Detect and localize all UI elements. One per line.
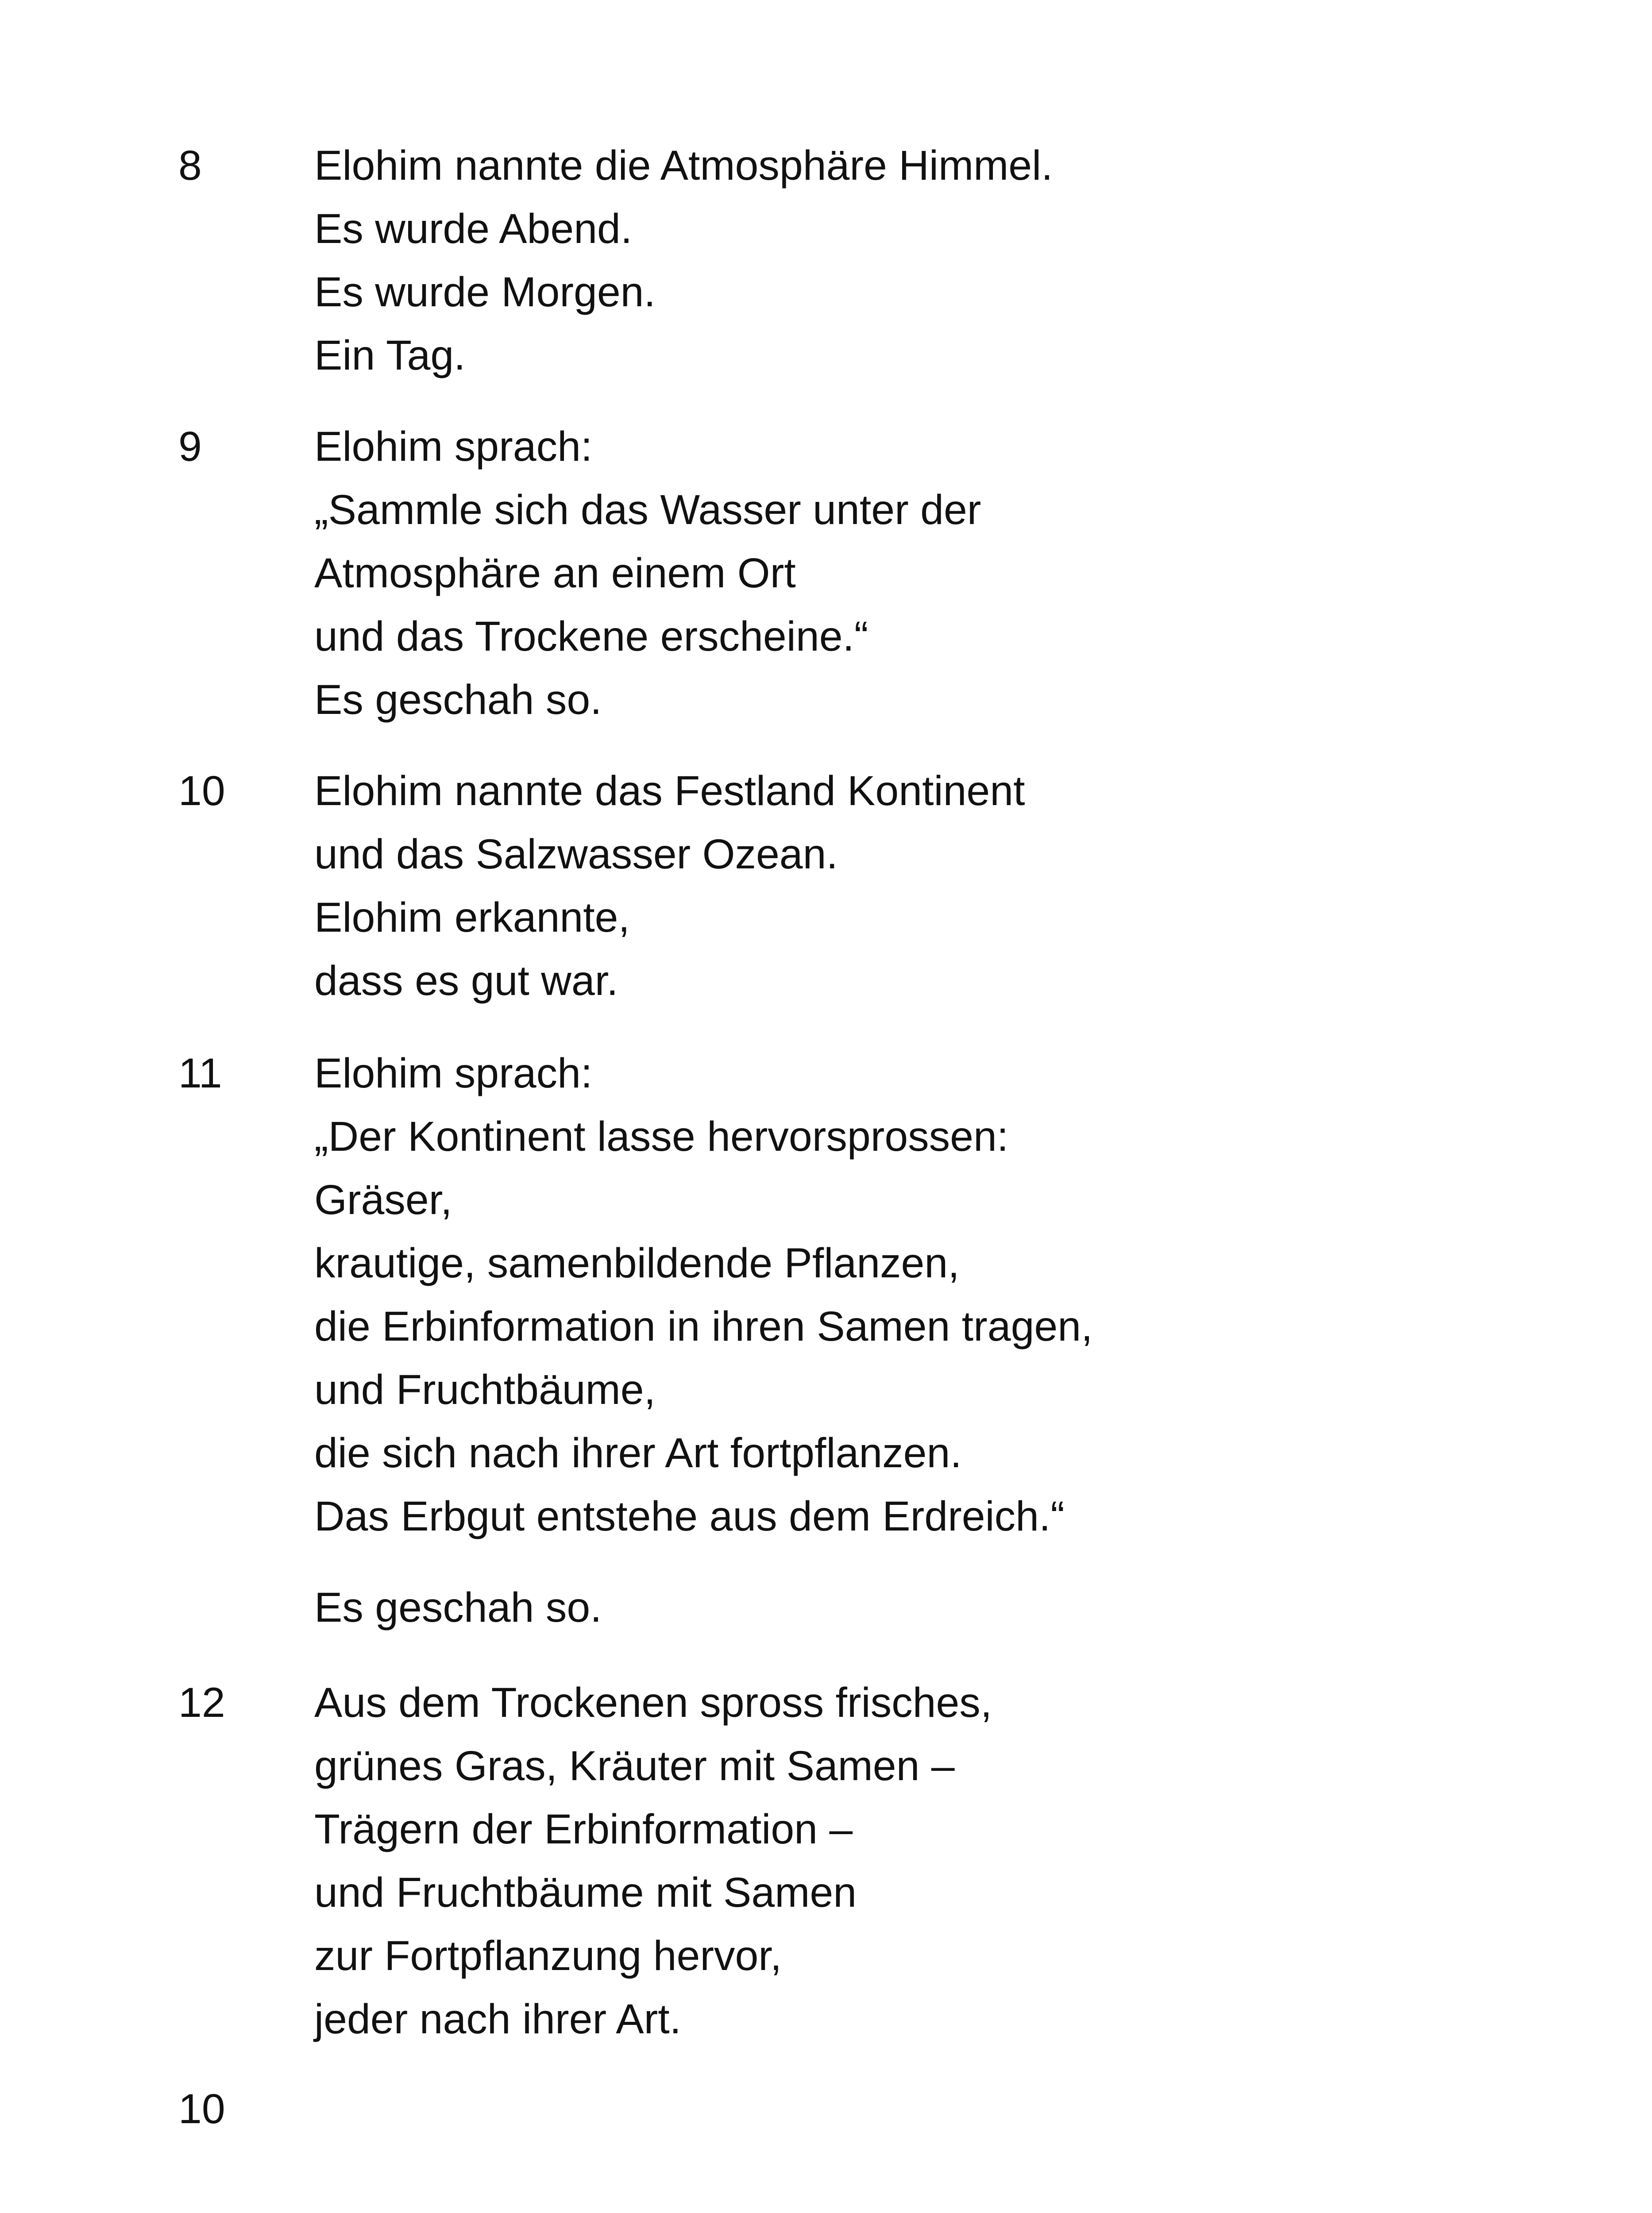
verse-line: krautige, samenbildende Pflanzen, <box>314 1240 960 1287</box>
verse-number: 12 <box>178 1679 225 1726</box>
verse-line: Es wurde Abend. <box>314 205 633 252</box>
verse-line: und Fruchtbäume mit Samen <box>314 1869 857 1916</box>
verse-line: und das Salzwasser Ozean. <box>314 831 838 878</box>
verse-line: Elohim sprach: <box>314 423 593 470</box>
verse-line: jeder nach ihrer Art. <box>314 1996 682 2043</box>
verse-line: „Sammle sich das Wasser unter der <box>314 486 981 533</box>
verse-line: Elohim sprach: <box>314 1050 593 1097</box>
verse-line: dass es gut war. <box>314 957 618 1004</box>
verse-line: „Der Kontinent lasse hervorsprossen: <box>314 1113 1009 1160</box>
verse-text <box>314 1042 1598 1639</box>
verse-line: Es wurde Morgen. <box>314 269 656 316</box>
verse-line: und das Trockene erscheine.“ <box>314 613 868 660</box>
verse-line: Elohim erkannte, <box>314 894 630 941</box>
verse-line: die Erbinformation in ihren Samen tragen, <box>314 1303 1093 1350</box>
verse-line: und Fruchtbäume, <box>314 1366 656 1413</box>
verse-text <box>314 134 1598 387</box>
verse-line: grünes Gras, Kräuter mit Samen – <box>314 1743 955 1789</box>
verse-number: 11 <box>178 1050 222 1097</box>
verse-line: Es geschah so. <box>314 1584 602 1631</box>
verse-text <box>314 415 1598 732</box>
verse-line: Das Erbgut entstehe aus dem Erdreich.“ <box>314 1493 1065 1540</box>
verse-line: Es geschah so. <box>314 676 602 723</box>
verse-line: zur Fortpflanzung hervor, <box>314 1932 782 1979</box>
verse-text <box>314 760 1598 1013</box>
page-number: 10 <box>178 2086 225 2132</box>
verse-line: Elohim nannte das Festland Kontinent <box>314 767 1025 814</box>
verse-line: Trägern der Erbinformation – <box>314 1806 853 1853</box>
verse-number: 8 <box>178 142 202 189</box>
verse-line: Elohim nannte die Atmosphäre Himmel. <box>314 142 1053 189</box>
verse-line: Gräser, <box>314 1176 452 1223</box>
verse-line: Ein Tag. <box>314 332 466 379</box>
verse-line: Aus dem Trockenen spross frisches, <box>314 1679 992 1726</box>
verse-number: 9 <box>178 423 202 470</box>
verse-line: die sich nach ihrer Art fortpflanzen. <box>314 1430 962 1477</box>
verse-number: 10 <box>178 767 225 814</box>
verse-line: Atmosphäre an einem Ort <box>314 550 796 597</box>
verse-text <box>314 1671 1598 2051</box>
